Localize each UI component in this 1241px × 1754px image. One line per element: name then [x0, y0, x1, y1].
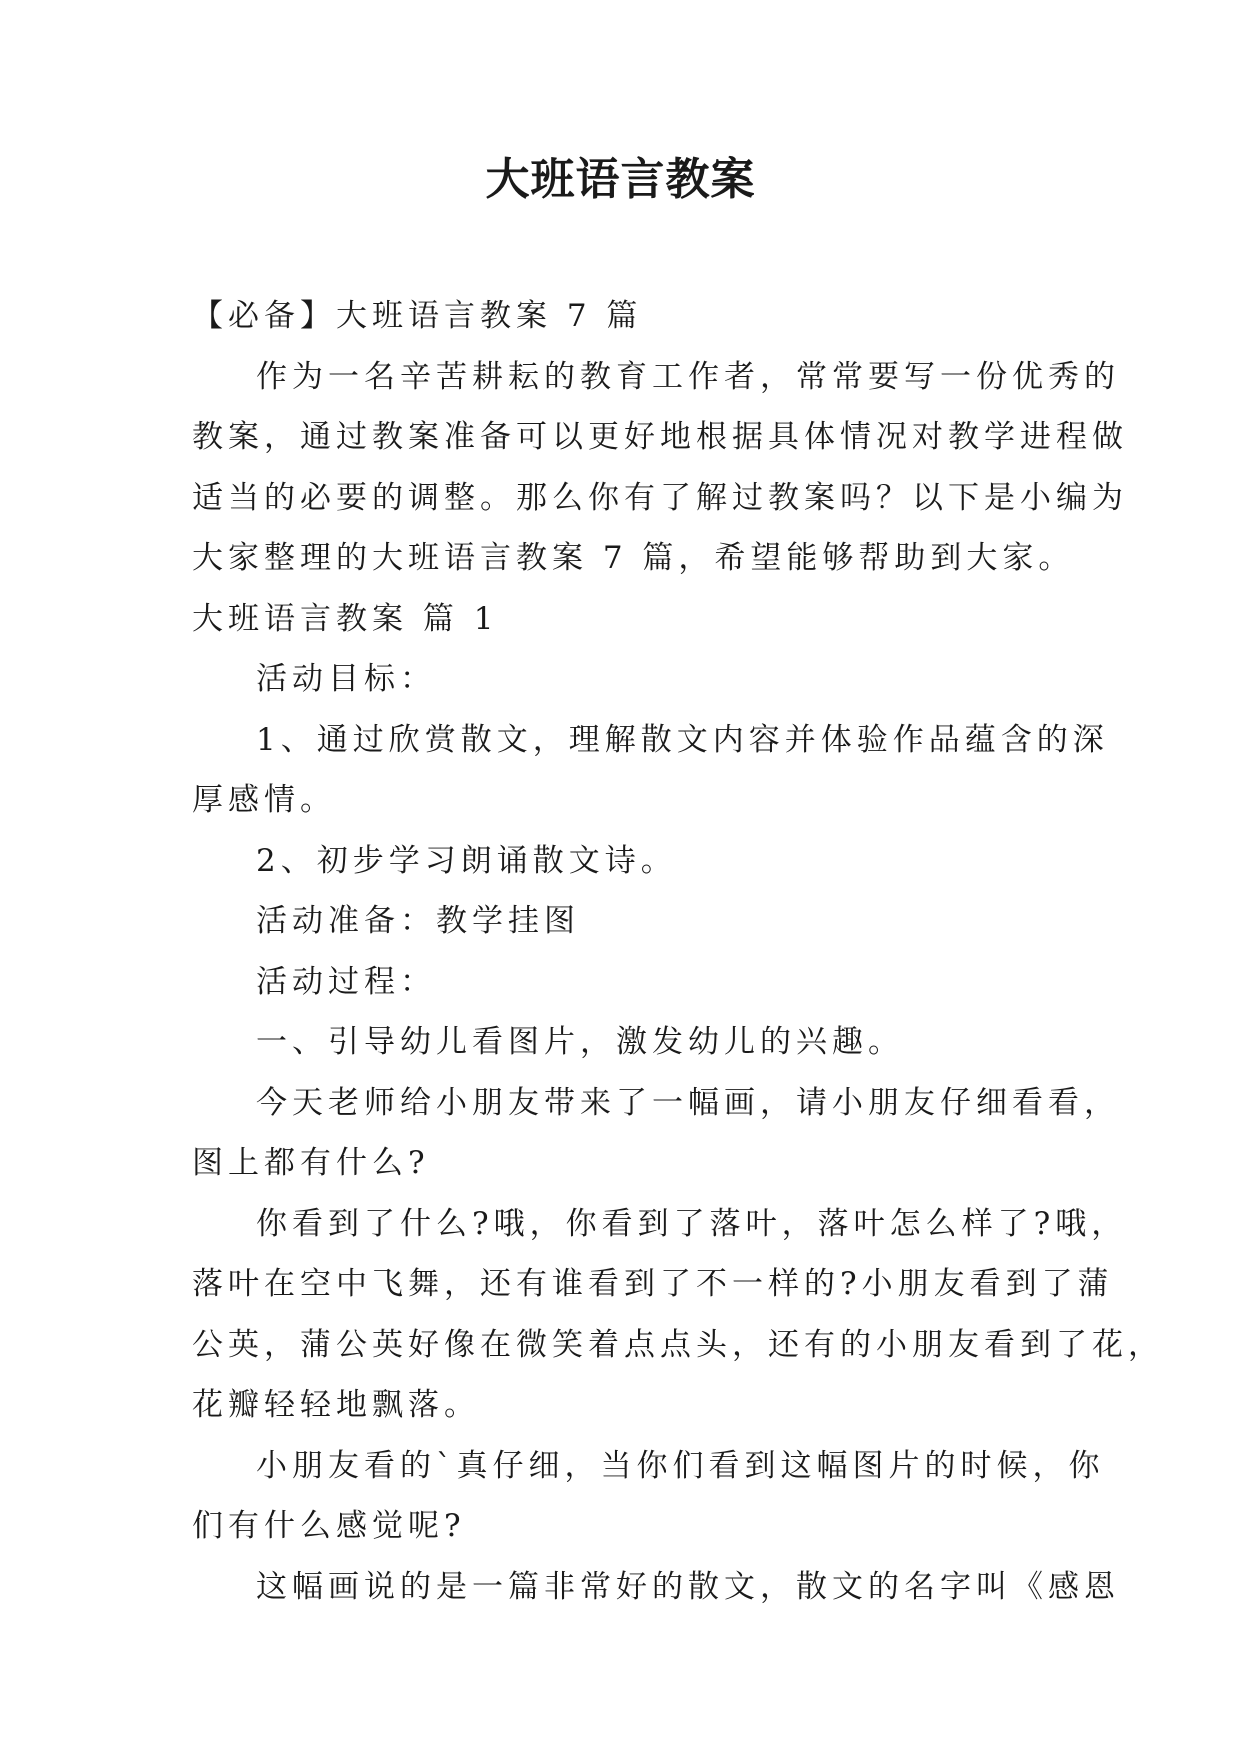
document-body	[192, 286, 1164, 1617]
paragraph-line: 今天老师给小朋友带来了一幅画，请小朋友仔细看看，	[256, 1084, 1120, 1121]
paragraph-line: 图上都有什么?	[192, 1145, 430, 1181]
paragraph-line: 小朋友看的`真仔细，当你们看到这幅图片的时候，你	[256, 1447, 1105, 1484]
paragraph-line: 落叶在空中飞舞，还有谁看到了不一样的?小朋友看到了蒲	[192, 1266, 1114, 1302]
paragraph-line: 活动过程：	[256, 963, 436, 1000]
paragraph-line: 厚感情。	[192, 782, 336, 818]
paragraph-line: 们有什么感觉呢?	[192, 1508, 466, 1544]
paragraph-line: 教案，通过教案准备可以更好地根据具体情况对教学进程做	[192, 419, 1128, 455]
paragraph-line: 一、引导幼儿看图片，激发幼儿的兴趣。	[256, 1024, 904, 1060]
subtitle-line: 【必备】大班语言教案 7 篇	[192, 298, 643, 334]
paragraph-line: 你看到了什么?哦，你看到了落叶，落叶怎么样了?哦，	[256, 1205, 1128, 1242]
document-title: 大班语言教案	[485, 154, 756, 205]
paragraph-line: 适当的必要的调整。那么你有了解过教案吗？以下是小编为	[192, 479, 1128, 516]
paragraph-line: 公英，蒲公英好像在微笑着点点头，还有的小朋友看到了花，	[192, 1326, 1164, 1363]
paragraph-line: 作为一名辛苦耕耘的教育工作者，常常要写一份优秀的	[256, 358, 1120, 395]
paragraph-line: 大家整理的大班语言教案 7 篇，希望能够帮助到大家。	[192, 540, 1075, 576]
paragraph-line: 1、通过欣赏散文，理解散文内容并体验作品蕴含的深	[256, 721, 1109, 758]
paragraph-line: 活动准备：教学挂图	[256, 903, 580, 939]
paragraph-line: 2、初步学习朗诵散文诗。	[256, 842, 677, 879]
paragraph-line: 花瓣轻轻地飘落。	[192, 1387, 480, 1423]
paragraph-line: 活动目标：	[256, 661, 436, 697]
paragraph-line: 这幅画说的是一篇非常好的散文，散文的名字叫《感恩	[256, 1568, 1120, 1605]
section-heading: 大班语言教案 篇 1	[192, 600, 499, 637]
